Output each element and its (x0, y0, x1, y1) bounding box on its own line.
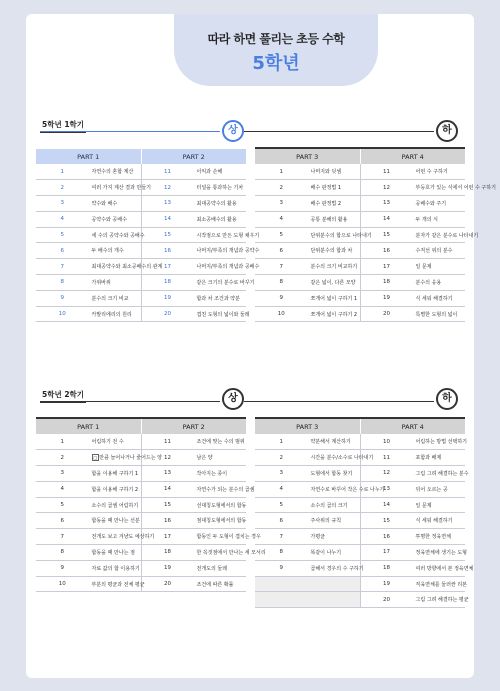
semester-1-volume-b-table (255, 149, 496, 322)
item-number: 9 (36, 290, 89, 306)
item-number: 6 (36, 243, 89, 259)
item-number: 4 (36, 211, 89, 227)
item-number: 11 (360, 450, 413, 466)
item-number: 12 (141, 450, 194, 466)
item-number: 14 (141, 211, 194, 227)
item-title: 합과 차 조건과 약분 (194, 290, 247, 306)
item-title: 시작점으로 만든 도형 채우기 (194, 227, 247, 243)
item-title: 그림 그려 해결하는 분수 (413, 466, 466, 482)
item-number: 15 (141, 497, 194, 513)
table-row (255, 576, 465, 592)
part-header: PART 3 (255, 419, 360, 434)
item-number: 12 (360, 180, 413, 196)
item-number: 14 (360, 211, 413, 227)
part-header: PART 1 (36, 419, 141, 434)
part-header: PART 2 (141, 419, 246, 434)
table-row (36, 576, 246, 592)
item-number: 20 (360, 592, 413, 608)
item-title: 합동인 두 도형이 겹치는 경우 (194, 529, 247, 545)
item-number: 3 (36, 466, 89, 482)
table-row (36, 560, 246, 576)
table-row (36, 211, 246, 227)
item-title: 터널을 통과하는 기차 (194, 180, 247, 196)
table-row (255, 164, 465, 180)
table-row (36, 529, 246, 545)
item-number: 18 (141, 275, 194, 291)
table-row (255, 211, 465, 227)
table-row (36, 164, 246, 180)
semester-2-rule-left (40, 401, 220, 402)
table-row (255, 513, 465, 529)
item-title: 가평균 (308, 529, 361, 545)
item-number: 10 (360, 434, 413, 450)
item-title: 최소공배수의 활용 (194, 211, 247, 227)
item-number: 2 (36, 450, 89, 466)
table-row (255, 196, 465, 212)
item-title: 직육면체를 둘러싼 리본 (413, 576, 466, 592)
item-number: 7 (36, 529, 89, 545)
table-row (255, 545, 465, 561)
item-title: 여러 방향에서 본 정육면체 (413, 560, 466, 576)
part-header: PART 1 (36, 149, 141, 164)
item-title: 공배수와 주기 (413, 196, 466, 212)
item-number: 9 (36, 560, 89, 576)
table-row (255, 275, 465, 291)
item-number: 4 (36, 481, 89, 497)
semester-1-label: 5학년 1학기 (40, 118, 86, 133)
semester-1-volume-a-table (36, 149, 260, 322)
item-number: 16 (141, 513, 194, 529)
item-number: 13 (360, 481, 413, 497)
item-number: 10 (36, 306, 89, 322)
item-number: 3 (36, 196, 89, 212)
item-number: 19 (141, 560, 194, 576)
item-number: 20 (141, 576, 194, 592)
table-row (255, 290, 465, 306)
table-row (36, 290, 246, 306)
series-header (174, 14, 378, 86)
item-number: 11 (141, 434, 194, 450)
semester-2-label: 5학년 2학기 (40, 388, 86, 403)
item-number: 5 (36, 227, 89, 243)
item-number: 2 (255, 450, 308, 466)
volume-a-badge: 상 (222, 120, 244, 142)
item-number: 9 (255, 560, 308, 576)
item-number: 7 (255, 529, 308, 545)
item-title: 나머지/부족의 개념과 공약수 (194, 243, 247, 259)
item-title: 자료 값의 합 이용하기 (89, 560, 142, 576)
item-title: 단위분수의 합과 차 (308, 243, 361, 259)
item-number: 3 (255, 196, 308, 212)
item-number: 11 (141, 164, 194, 180)
item-title: 뒤어 오르는 공 (413, 481, 466, 497)
item-title: 어림하기 전 수 (89, 434, 142, 450)
item-title: 카발리에리의 원리 (89, 306, 142, 322)
item-title: 자연수가 되는 분수의 곱셈 (194, 481, 247, 497)
item-title: 가위바위 (89, 275, 142, 291)
item-title: 투명한 정육면체 (413, 529, 466, 545)
item-title: 자연수의 혼합 계산 (89, 164, 142, 180)
item-title: 부등호가 있는 식에서 어떤 수 구하기 (413, 180, 466, 196)
table-row (36, 196, 246, 212)
item-number: 2 (36, 180, 89, 196)
table-top-rule (36, 417, 246, 419)
item-number: 1 (36, 164, 89, 180)
item-number: 3 (255, 466, 308, 482)
part-header: PART 4 (360, 149, 465, 164)
semester-1-rule-blue (40, 131, 220, 132)
volume-a-badge: 상 (222, 388, 244, 410)
item-title: 세 수의 공약수와 공배수 (89, 227, 142, 243)
item-title: 분자가 같은 분수로 나타내기 (413, 227, 466, 243)
table-row (36, 466, 246, 482)
item-number: 17 (360, 259, 413, 275)
item-title: 어림하는 방법 선택하기 (413, 434, 466, 450)
item-number: 18 (360, 275, 413, 291)
item-number: 8 (255, 275, 308, 291)
item-number: 12 (141, 180, 194, 196)
table-row (255, 434, 465, 450)
item-title: 어떤 수 구하기 (413, 164, 466, 180)
table-row (36, 513, 246, 529)
item-title: 식 세워 해결하기 (413, 513, 466, 529)
item-number: 10 (255, 306, 308, 322)
volume-b-badge: 하 (436, 388, 458, 410)
item-title: 합동을 때 만나는 점 (89, 545, 142, 561)
item-title: 분수의 크기 비교 (89, 290, 142, 306)
table-row (255, 592, 465, 608)
item-number: 19 (360, 290, 413, 306)
item-number: 15 (360, 227, 413, 243)
table-top-rule (255, 417, 465, 419)
table-row (255, 259, 465, 275)
item-number: 18 (360, 560, 413, 576)
table-row (36, 180, 246, 196)
item-title: 똑같이 나누기 (308, 545, 361, 561)
item-title: 주사위의 규칙 (308, 513, 361, 529)
item-title: 시간을 분수/소수로 나타내기 (308, 450, 361, 466)
table-row (255, 227, 465, 243)
semester-2-volume-b-table (255, 419, 474, 608)
table-row (36, 227, 246, 243)
item-number (255, 576, 308, 592)
item-number: 16 (141, 243, 194, 259)
item-title: 자연수로 바꾸어 작은 수로 나누기 (308, 481, 361, 497)
item-number: 13 (141, 466, 194, 482)
item-title: 점대칭도형에서의 합동 (194, 513, 247, 529)
item-number: 16 (360, 529, 413, 545)
grade-title: 5학년 (252, 53, 300, 74)
item-title: 수직선 위의 분수 (413, 243, 466, 259)
item-title: 조건에 따른 확률 (194, 576, 247, 592)
table-row (255, 450, 465, 466)
item-number: 8 (36, 545, 89, 561)
item-number: 1 (255, 434, 308, 450)
item-number: 5 (255, 497, 308, 513)
item-number: 1 (255, 164, 308, 180)
item-title: 이익과 손해 (194, 164, 247, 180)
item-number: 12 (360, 466, 413, 482)
item-number: 7 (255, 259, 308, 275)
item-number: 14 (141, 481, 194, 497)
table-row (36, 259, 246, 275)
item-number: 14 (360, 497, 413, 513)
item-title: 여러 가지 계산 결과 만들기 (89, 180, 142, 196)
item-number: 13 (141, 196, 194, 212)
table-row (255, 497, 465, 513)
table-row (255, 306, 465, 322)
item-title: 나머지/부족의 개념과 공배수 (194, 259, 247, 275)
item-title: 같은 크기의 분수로 바꾸기 (194, 275, 247, 291)
item-title: 약분해서 계산하기 (308, 434, 361, 450)
item-number: 4 (255, 211, 308, 227)
item-number: 10 (36, 576, 89, 592)
item-number: 8 (36, 275, 89, 291)
table-row (255, 529, 465, 545)
item-number: 20 (360, 306, 413, 322)
item-title: 배수 판정법 1 (308, 180, 361, 196)
item-title: 소수의 곱셈 어림하기 (89, 497, 142, 513)
item-title: 같은 넓이, 다른 모양 (308, 275, 361, 291)
item-number: 15 (360, 513, 413, 529)
table-row (255, 243, 465, 259)
item-number: 4 (255, 481, 308, 497)
semester-1-rule-dark (244, 131, 434, 132)
item-number: 19 (141, 290, 194, 306)
item-title: 합을 이용해 구하기 2 (89, 481, 142, 497)
table-row (36, 545, 246, 561)
table-row (36, 243, 246, 259)
part-header: PART 4 (360, 419, 465, 434)
item-number: 20 (141, 306, 194, 322)
item-number: 17 (360, 545, 413, 561)
item-title: 공통 분해의 활용 (308, 211, 361, 227)
semester-2-volume-a-table (36, 419, 266, 592)
item-number: 17 (141, 529, 194, 545)
part-header: PART 2 (141, 149, 246, 164)
item-number: 17 (141, 259, 194, 275)
item-title: 배수 판정법 2 (308, 196, 361, 212)
table-row (36, 497, 246, 513)
item-title: 전개도의 둘레 (194, 560, 247, 576)
item-number: 6 (255, 243, 308, 259)
item-title: 합을 이용해 구하기 1 (89, 466, 142, 482)
item-title: 포함과 배제 (413, 450, 466, 466)
item-title: 분수의 크기 비교하기 (308, 259, 361, 275)
table-top-rule (255, 147, 465, 149)
item-number: 2 (255, 180, 308, 196)
item-title: 일 문제 (413, 259, 466, 275)
table-row (36, 481, 246, 497)
item-title (308, 576, 361, 592)
item-title: 부분의 평균과 전체 평균 (89, 576, 142, 592)
item-title: 나머지와 덧셈 (308, 164, 361, 180)
item-title: 남은 양 (194, 450, 247, 466)
item-number: 9 (255, 290, 308, 306)
item-title: 특별한 도형의 넓이 (413, 306, 466, 322)
item-number: 6 (36, 513, 89, 529)
item-title: 두 개의 식 (413, 211, 466, 227)
series-title: 따라 하면 풀리는 초등 수학 (207, 32, 345, 46)
blank-box-symbol: □ (93, 455, 98, 461)
item-title: 겹친 도형의 넓이와 둘레 (194, 306, 247, 322)
item-title: 두 배수의 개수 (89, 243, 142, 259)
table-row (255, 180, 465, 196)
item-title (308, 592, 361, 608)
item-number (255, 592, 308, 608)
item-number: 11 (360, 164, 413, 180)
item-number: 7 (36, 259, 89, 275)
item-number: 15 (141, 227, 194, 243)
item-title: 분수의 응용 (413, 275, 466, 291)
item-title: 최대공약수의 활용 (194, 196, 247, 212)
item-number: 1 (36, 434, 89, 450)
item-title: 최대공약수와 최소공배수의 관계 (89, 259, 142, 275)
item-title: 선대칭도형에서의 합동 (194, 497, 247, 513)
item-title-text: 만큼 늘어나거나 줄어드는 양 (99, 455, 163, 462)
volume-b-badge: 하 (436, 120, 458, 142)
semester-2-rule-right (244, 401, 434, 402)
table-row (36, 306, 246, 322)
item-number: 5 (255, 227, 308, 243)
item-title: 곱해서 경우의 수 구하기 (308, 560, 361, 576)
table-row (36, 434, 246, 450)
item-number: 8 (255, 545, 308, 561)
item-title: 한 꼭짓점에서 만나는 세 모서리 (194, 545, 247, 561)
table-row (255, 481, 465, 497)
item-number: 19 (360, 576, 413, 592)
item-title: 쪼개어 넓이 구하기 2 (308, 306, 361, 322)
item-title: 전개도 보고 겨냥도 예상하기 (89, 529, 142, 545)
item-number: 18 (141, 545, 194, 561)
item-title: 그림 그려 해결하는 평균 (413, 592, 466, 608)
item-title: 공약수와 공배수 (89, 211, 142, 227)
item-number: 5 (36, 497, 89, 513)
item-title: 합동을 때 만나는 선분 (89, 513, 142, 529)
table-row (255, 466, 465, 482)
item-title: 약수와 배수 (89, 196, 142, 212)
table-row (36, 275, 246, 291)
item-title (89, 450, 163, 466)
item-title: 단위분수의 합으로 나타내기 (308, 227, 361, 243)
item-number: 13 (360, 196, 413, 212)
item-title: 정육면체에 생기는 도형 (413, 545, 466, 561)
item-title: 소수의 곱의 크기 (308, 497, 361, 513)
item-title: 도형에서 합동 찾기 (308, 466, 361, 482)
part-header: PART 3 (255, 149, 360, 164)
item-title: 작아지는 종이 (194, 466, 247, 482)
item-title: 식 세워 해결하기 (413, 290, 466, 306)
item-number: 16 (360, 243, 413, 259)
table-row (36, 450, 246, 466)
item-title: 일 문제 (413, 497, 466, 513)
table-row (255, 560, 465, 576)
item-number: 6 (255, 513, 308, 529)
item-title: 쪼개어 넓이 구하기 1 (308, 290, 361, 306)
item-title: 조건에 맞는 수의 범위 (194, 434, 247, 450)
